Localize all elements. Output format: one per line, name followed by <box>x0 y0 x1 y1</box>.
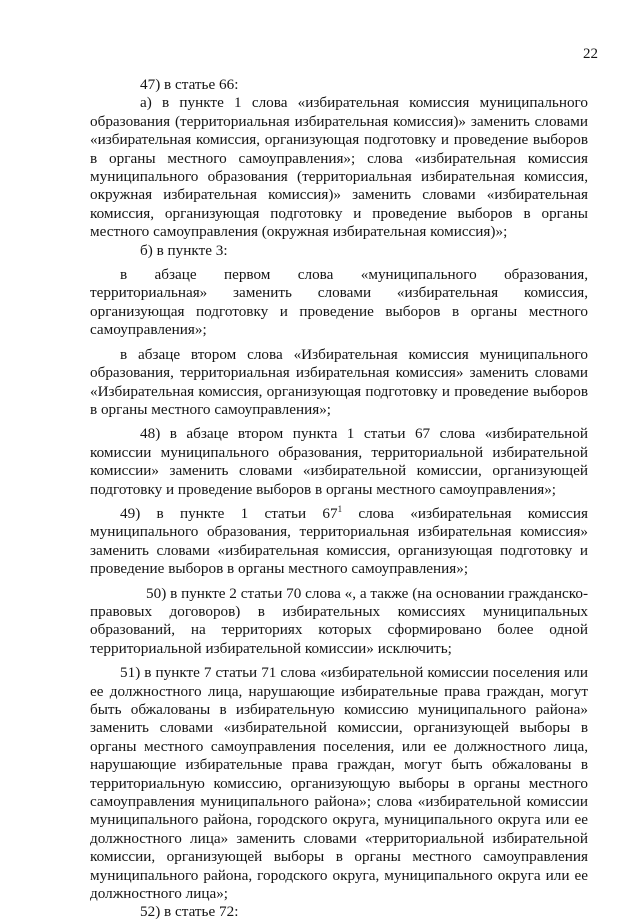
paragraph-item-50: 50) в пункте 2 статьи 70 слова «, а также (на основании гражданско-правовых договоров) в избирательных комиссиях муниципальных образований, на территориях которых сформировано более одной территориальной избирательной комиссии» исключить; <box>90 584 588 657</box>
paragraph-item-51: 51) в пункте 7 статьи 71 слова «избирательной комиссии поселения или ее должностного лица, нарушающие избирательные права граждан, могут быть обжалованы в избирательную комиссию муниципального района» заменить словами «избирательной комиссии, организующей выборы в органы местного самоуправления поселения, или ее должностного лица, нарушающие избирательные права граждан, могут быть обжалованы в территориальную комиссию, организующую выборы в органы местного самоуправления муниципального района»; слова «избирательной комиссии муниципального района, городского округа, муниципального округа или ее должностного лица» заменить словами «территориальной избирательной комиссии, организующей выборы в органы местного самоуправления муниципального района, городского округа, муниципального округа или ее должностного лица»; <box>90 664 588 903</box>
paragraph-item-47b-abzac-2: в абзаце втором слова «Избирательная комиссия муниципального образования, территориальная избирательная комиссия» заменить словами «Избирательная комиссия, организующая подготовку и проведение выборов в органы местного самоуправления»; <box>90 345 588 418</box>
paragraph-item-49 <box>90 505 588 579</box>
paragraph-item-48: 48) в абзаце втором пункта 1 статьи 67 слова «избирательной комиссии муниципального образования, территориальной избирательной комиссии» заменить словами «избирательной комиссии, организующей подготовку и проведение выборов в органы местного самоуправления»; <box>90 425 588 498</box>
paragraph-item-47b-abzac-1: в абзаце первом слова «муниципального образования, территориальная» заменить словами «избирательная комиссия, организующая подготовку и проведение выборов в органы местного самоуправления»; <box>90 266 588 339</box>
article-superscript: 1 <box>337 503 343 514</box>
paragraph-item-47: 47) в статье 66: <box>140 76 239 93</box>
document-body <box>90 76 588 922</box>
paragraph-49-rest: слова «избирательная комиссия муниципального образования, территориальная избирательная комиссия» заменить словами «избирательная комиссия, организующая подготовку и проведение выборов в органы местного самоуправления»; <box>90 504 588 578</box>
paragraph-49-start: 49) в пункте 1 статьи 67 <box>120 504 338 522</box>
paragraph-item-47b: б) в пункте 3: <box>140 241 228 259</box>
page-number: 22 <box>583 46 598 62</box>
paragraph-item-52: 52) в статье 72: <box>140 903 239 921</box>
paragraph-item-47a: а) в пункте 1 слова «избирательная комиссия муниципального образования (территориальная избирательная комиссия)» заменить словами «избирательная комиссия, организующая подготовку и проведение выборов в органы местного самоуправления»; слова «избирательная комиссия муниципального образования (территориальная избирательная комиссия, окружная избирательная комиссия)» заменить словами «избирательная комиссия, организующая подготовку и проведение выборов в органы местного самоуправления (окружная избирательная комиссия)»; <box>90 94 588 241</box>
